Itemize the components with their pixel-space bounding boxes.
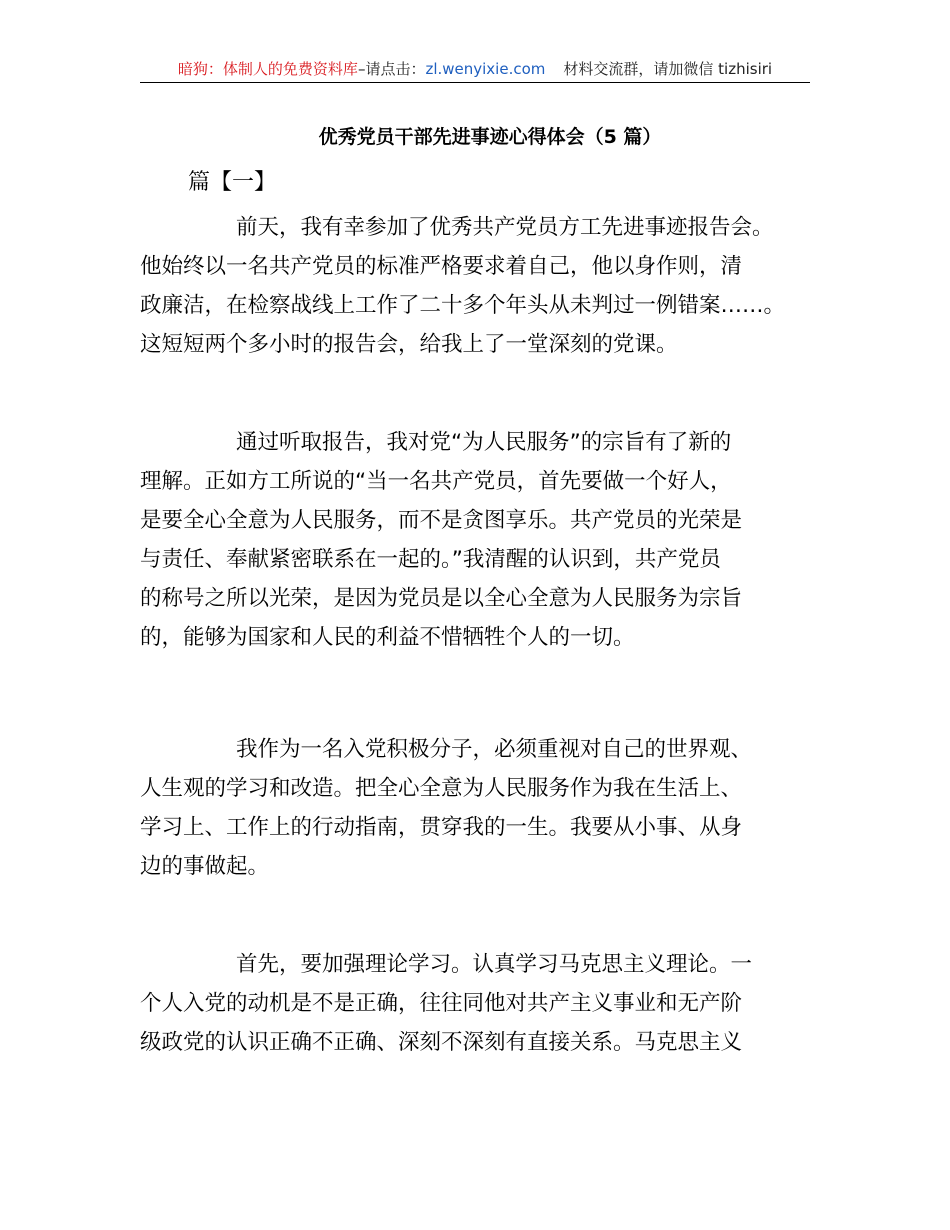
paragraph-line: 首先，要加强理论学习。认真学习马克思主义理论。一 bbox=[236, 952, 753, 977]
page-title: 优秀党员干部先进事迹心得体会（5 篇） bbox=[318, 126, 662, 148]
header-group-info: 材料交流群，请加微信 tizhisiri bbox=[563, 60, 773, 78]
paragraph-4 bbox=[140, 945, 840, 1062]
paragraph-line: 前天，我有幸参加了优秀共产党员方工先进事迹报告会。 bbox=[236, 215, 774, 240]
paragraph-line: 个人入党的动机是不是正确，往往同他对共产主义事业和无产阶 bbox=[140, 991, 743, 1016]
paragraph-line: 政廉洁，在检察战线上工作了二十多个年头从未判过一例错案……。 bbox=[140, 293, 786, 318]
page-header bbox=[140, 56, 810, 83]
paragraph-line: 边的事做起。 bbox=[140, 854, 270, 879]
paragraph-line: 他始终以一名共产党员的标准严格要求着自己，他以身作则，清 bbox=[140, 254, 743, 279]
header-link[interactable]: zl.wenyixie.com bbox=[425, 60, 546, 78]
paragraph-line: 人生观的学习和改造。把全心全意为人民服务作为我在生活上、 bbox=[140, 776, 743, 801]
paragraph-line: 我作为一名入党积极分子，必须重视对自己的世界观、 bbox=[236, 737, 753, 762]
paragraph-line: 这短短两个多小时的报告会，给我上了一堂深刻的党课。 bbox=[140, 332, 678, 357]
paragraph-1 bbox=[140, 208, 840, 364]
paragraph-line: 的称号之所以光荣，是因为党员是以全心全意为人民服务为宗旨 bbox=[140, 586, 743, 611]
paragraph-line: 与责任、奉献紧密联系在一起的。”我清醒的认识到，共产党员 bbox=[140, 547, 721, 572]
paragraph-line: 理解。正如方工所说的“当一名共产党员，首先要做一个好人， bbox=[140, 469, 732, 494]
paragraph-line: 的，能够为国家和人民的利益不惜牺牲个人的一切。 bbox=[140, 625, 635, 650]
paragraph-line: 通过听取报告，我对党“为人民服务”的宗旨有了新的 bbox=[236, 430, 732, 455]
paragraph-3 bbox=[140, 730, 840, 886]
paragraph-line: 是要全心全意为人民服务，而不是贪图享乐。共产党员的光荣是 bbox=[140, 508, 743, 533]
paragraph-line: 学习上、工作上的行动指南，贯穿我的一生。我要从小事、从身 bbox=[140, 815, 743, 840]
header-brand: 暗狗：体制人的免费资料库 bbox=[177, 60, 358, 78]
header-prompt: –请点击： bbox=[357, 60, 426, 78]
paragraph-line: 级政党的认识正确不正确、深刻不深刻有直接关系。马克思主义 bbox=[140, 1030, 743, 1055]
section-label: 篇【一】 bbox=[188, 170, 277, 195]
paragraph-2 bbox=[140, 423, 840, 657]
